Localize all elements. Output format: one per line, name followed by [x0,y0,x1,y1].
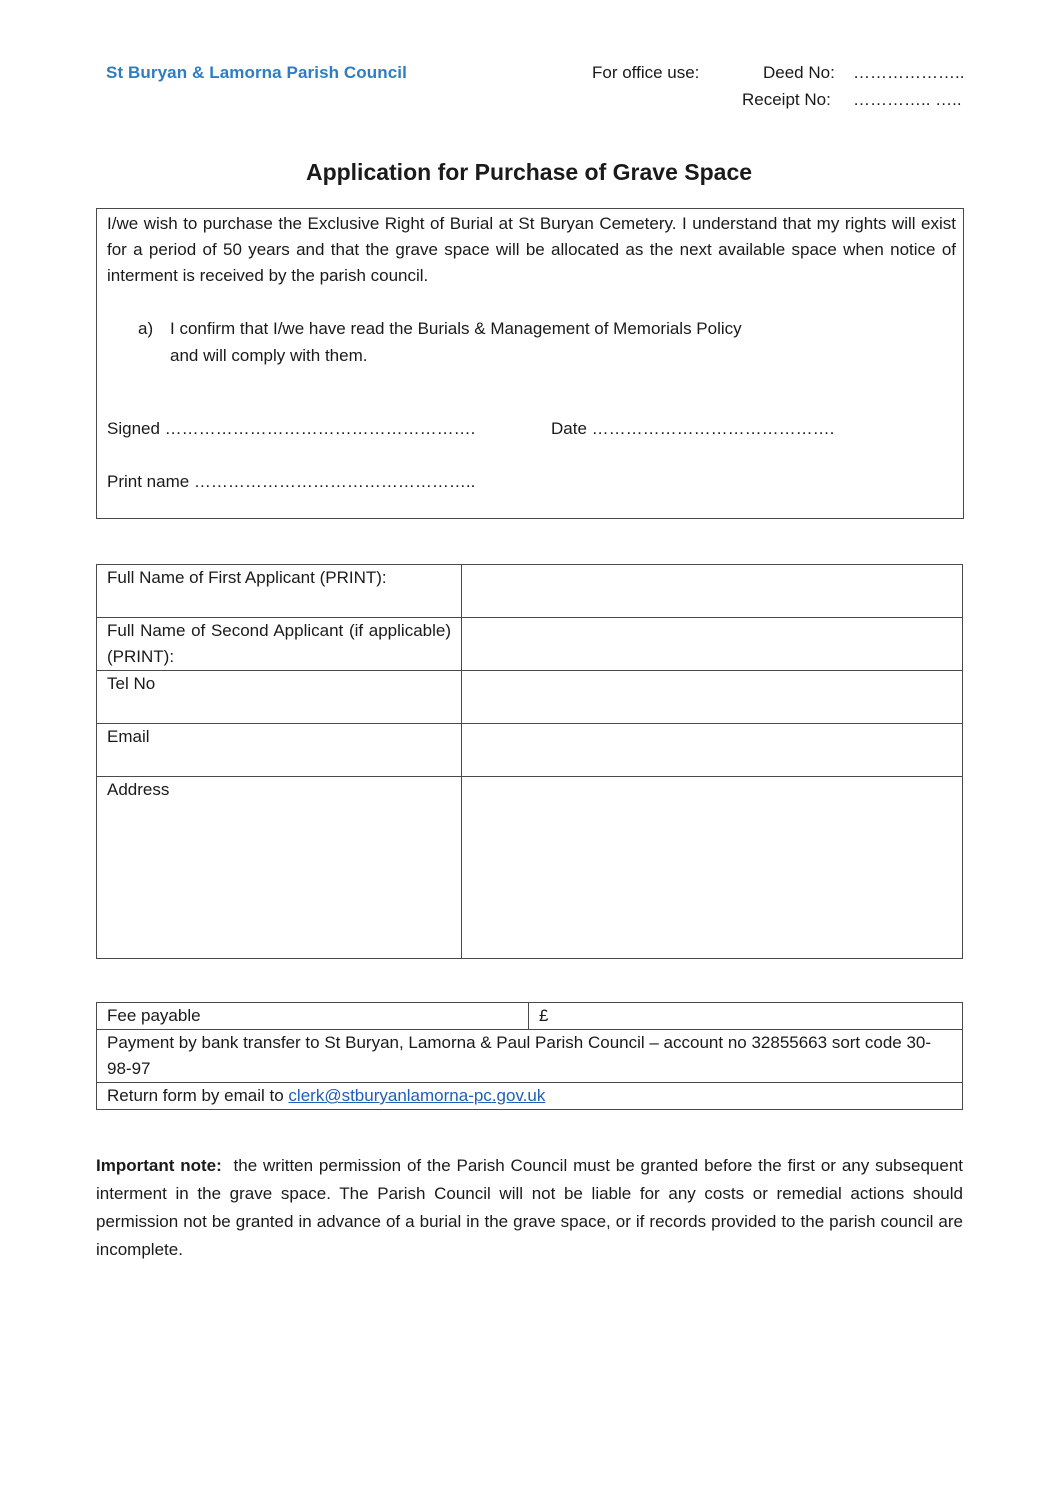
first-applicant-field[interactable] [462,565,963,618]
declaration-box [96,208,964,519]
return-form-text: Return form by email to [107,1086,284,1105]
address-field[interactable] [462,777,963,959]
deed-number-label: Deed No: [763,63,835,82]
table-row [97,777,963,959]
table-row [97,724,963,777]
table-row [97,1083,963,1110]
declaration-intro: I/we wish to purchase the Exclusive Right of Burial at St Buryan Cemetery. I understand that my rights will exist for a period of 50 years and that the grave space will be allocated as the next available space when notice of interment is received by the parish council. [107,214,956,285]
fee-payable-label: Fee payable [97,1003,529,1030]
return-instructions [97,1083,963,1110]
table-row [97,565,963,618]
fee-payment-table [96,1002,963,1110]
receipt-number-label: Receipt No: [742,90,831,109]
second-applicant-label: Full Name of Second Applicant (if applicable) (PRINT): [97,618,462,671]
table-row [97,1030,963,1083]
table-row [97,1003,963,1030]
tel-no-label: Tel No [97,671,462,724]
important-note [96,1152,963,1264]
email-field[interactable] [462,724,963,777]
date-field[interactable]: Date ……………………………………. [551,419,835,438]
fee-payable-field[interactable]: £ [529,1003,963,1030]
address-label: Address [97,777,462,959]
second-applicant-field[interactable] [462,618,963,671]
table-row [97,671,963,724]
print-name-field[interactable]: Print name ………………………………………….. [107,472,476,491]
important-note-text: the written permission of the Parish Council must be granted before the first or any subsequent interment in the grave space. The Parish Council will not be liable for any costs or remedial actions should permission not be granted in advance of a burial in the grave space, or if records provided to the parish council are incomplete. [96,1156,963,1259]
first-applicant-label: Full Name of First Applicant (PRINT): [97,565,462,618]
email-label: Email [97,724,462,777]
tel-no-field[interactable] [462,671,963,724]
signed-field[interactable]: Signed ………………………………………………. [107,419,476,438]
important-note-lead: Important note: [96,1156,222,1175]
office-use-label: For office use: [592,63,700,82]
page-title: Application for Purchase of Grave Space [305,159,753,185]
declaration-item [138,315,742,369]
payment-instructions: Payment by bank transfer to St Buryan, Lamorna & Paul Parish Council – account no 32855663 sort code 30-98-97 [97,1030,963,1083]
declaration-item-text-line1: I confirm that I/we have read the Burials & Management of Memorials Policy [170,319,742,338]
declaration-item-text-line2: and will comply with them. [170,346,368,365]
clerk-email-link[interactable]: clerk@stburyanlamorna-pc.gov.uk [288,1086,546,1105]
declaration-item-marker: a) [138,319,154,338]
applicant-details-table [96,564,963,959]
receipt-number-field: ………….. ….. [853,90,962,109]
council-name: St Buryan & Lamorna Parish Council [106,63,407,82]
table-row [97,618,963,671]
deed-number-field: ……………….. [853,63,965,82]
